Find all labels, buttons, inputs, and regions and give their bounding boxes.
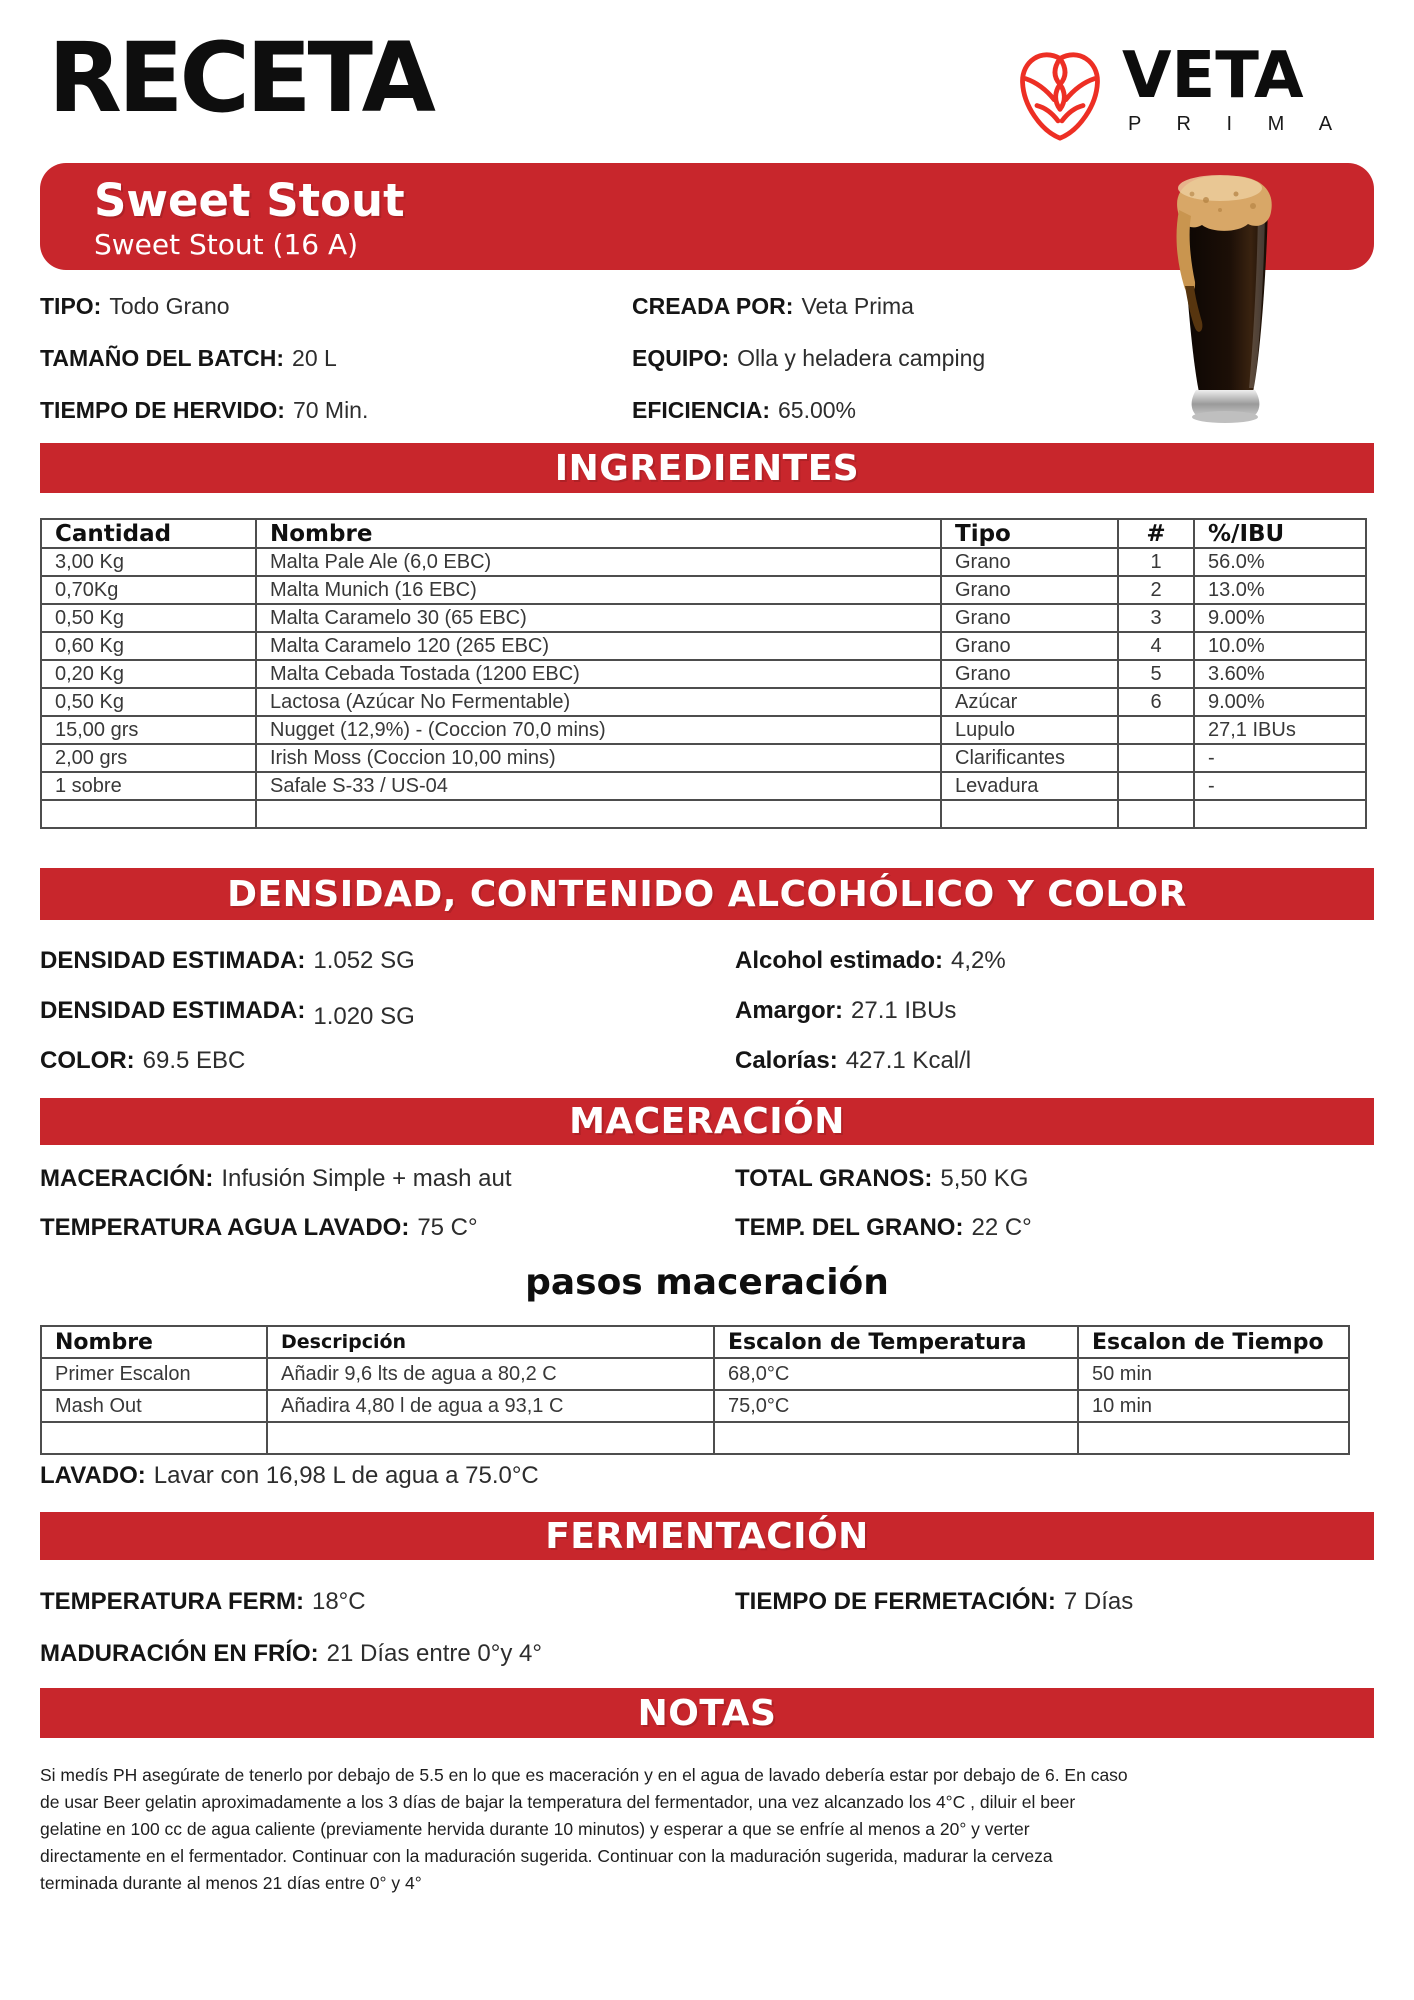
ingredients-table	[40, 518, 1367, 829]
info-equipo: EQUIPO: Olla y heladera camping	[632, 344, 986, 371]
recipe-style-subtitle: Sweet Stout (16 A)	[94, 227, 359, 261]
alcohol-estimado: Alcohol estimado: 4,2%	[735, 947, 1006, 974]
mash-row	[40, 1203, 1374, 1252]
table-row: 0,50 Kg Lactosa (Azúcar No Fermentable) Azúcar 6 9.00%	[41, 688, 1366, 716]
brand-logo	[1012, 39, 1348, 147]
fermentation-row	[40, 1576, 1374, 1628]
table-row: 0,20 Kg Malta Cebada Tostada (1200 EBC) Grano 5 3.60%	[41, 660, 1366, 688]
table-row: 2,00 grs Irish Moss (Coccion 10,00 mins) Clarificantes -	[41, 744, 1366, 772]
table-row: 0,50 Kg Malta Caramelo 30 (65 EBC) Grano 3 9.00%	[41, 604, 1366, 632]
table-row	[41, 800, 1366, 828]
info-hervido: TIEMPO DE HERVIDO: 70 Min.	[40, 396, 369, 423]
mash-steps-table	[40, 1325, 1350, 1455]
table-row: 1 sobre Safale S-33 / US-04 Levadura -	[41, 772, 1366, 800]
density-section	[40, 936, 1374, 1086]
density-banner: DENSIDAD, CONTENIDO ALCOHÓLICO Y COLOR	[40, 868, 1374, 920]
table-row: Mash Out Añadira 4,80 l de agua a 93,1 C 75,0°C 10 min	[41, 1390, 1349, 1422]
info-batch: TAMAÑO DEL BATCH: 20 L	[40, 344, 337, 371]
temperatura-ferm: TEMPERATURA FERM: 18°C	[40, 1588, 366, 1615]
lavado-line: LAVADO: Lavar con 16,98 L de agua a 75.0°C	[40, 1462, 539, 1489]
temperatura-agua-lavado: TEMPERATURA AGUA LAVADO: 75 C°	[40, 1213, 478, 1241]
fermentation-section	[40, 1576, 1374, 1680]
notes-text: Si medís PH asegúrate de tenerlo por debajo de 5.5 en lo que es maceración y en el agua de lavado debería estar por debajo de 6. En caso de usar Beer gelatin aproximadamente a los 3 días de bajar la temperatura del fermentador, una vez alcanzado los 4°C , diluir el beer gelatine en 100 cc de agua caliente (previamente hervida durante 10 minutos) y esperar a que se enfríe al menos a 20° y verter directamente en el fermentador. Continuar con la maduración sugerida. Continuar con la maduración sugerida, madurar la cerveza terminada durante al menos 21 días entre 0° y 4°	[40, 1765, 1128, 1893]
mash-section	[40, 1154, 1374, 1252]
brand-wordmark	[1122, 39, 1348, 136]
brand-name: VETA	[1122, 39, 1304, 113]
beer-glass-image	[1158, 166, 1293, 433]
table-row: 15,00 grs Nugget (12,9%) - (Coccion 70,0 mins) Lupulo 27,1 IBUs	[41, 716, 1366, 744]
brand-subname: P R I M A	[1128, 112, 1348, 135]
tiempo-fermentacion: TIEMPO DE FERMETACIÓN: 7 Días	[735, 1588, 1134, 1615]
notes-banner: NOTAS	[40, 1688, 1374, 1738]
table-row: 3,00 Kg Malta Pale Ale (6,0 EBC) Grano 1 56.0%	[41, 548, 1366, 576]
density-row	[40, 1036, 1374, 1086]
total-granos: TOTAL GRANOS: 5,50 KG	[735, 1164, 1029, 1192]
amargor: Amargor: 27.1 IBUs	[735, 997, 957, 1024]
table-row	[41, 1422, 1349, 1454]
mash-banner: MACERACIÓN	[40, 1098, 1374, 1145]
temp-del-grano: TEMP. DEL GRANO: 22 C°	[735, 1213, 1032, 1241]
table-row: 0,60 Kg Malta Caramelo 120 (265 EBC) Grano 4 10.0%	[41, 632, 1366, 660]
calorias: Calorías: 427.1 Kcal/l	[735, 1047, 972, 1074]
mash-row	[40, 1154, 1374, 1203]
recipe-style-title: Sweet Stout	[94, 174, 405, 227]
density-row	[40, 986, 1374, 1036]
mash-type: MACERACIÓN: Infusión Simple + mash aut	[40, 1164, 512, 1192]
info-creada-por: CREADA POR: Veta Prima	[632, 292, 914, 319]
mash-steps-title: pasos maceración	[525, 1262, 889, 1303]
table-row: Primer Escalon Añadir 9,6 lts de agua a 80,2 C 68,0°C 50 min	[41, 1358, 1349, 1390]
ingredients-banner: INGREDIENTES	[40, 443, 1374, 493]
ingredients-header-row: Cantidad Nombre Tipo # %/IBU	[41, 519, 1366, 548]
info-tipo: TIPO: Todo Grano	[40, 292, 230, 319]
table-row: 0,70Kg Malta Munich (16 EBC) Grano 2 13.0%	[41, 576, 1366, 604]
density-row	[40, 936, 1374, 986]
densidad-estimada-fg: DENSIDAD ESTIMADA: 1.020 SG	[40, 997, 415, 1030]
fermentation-banner: FERMENTACIÓN	[40, 1512, 1374, 1560]
steps-header-row: Nombre Descripción Escalon de Temperatura Escalon de Tiempo	[41, 1326, 1349, 1358]
hop-icon	[1012, 46, 1108, 147]
fermentation-row	[40, 1628, 1374, 1680]
maduracion-en-frio: MADURACIÓN EN FRÍO: 21 Días entre 0°y 4°	[40, 1640, 542, 1667]
info-eficiencia: EFICIENCIA: 65.00%	[632, 396, 857, 423]
densidad-estimada-og: DENSIDAD ESTIMADA: 1.052 SG	[40, 947, 415, 974]
color-ebc: COLOR: 69.5 EBC	[40, 1047, 246, 1074]
page-title: RECETA	[48, 22, 432, 134]
